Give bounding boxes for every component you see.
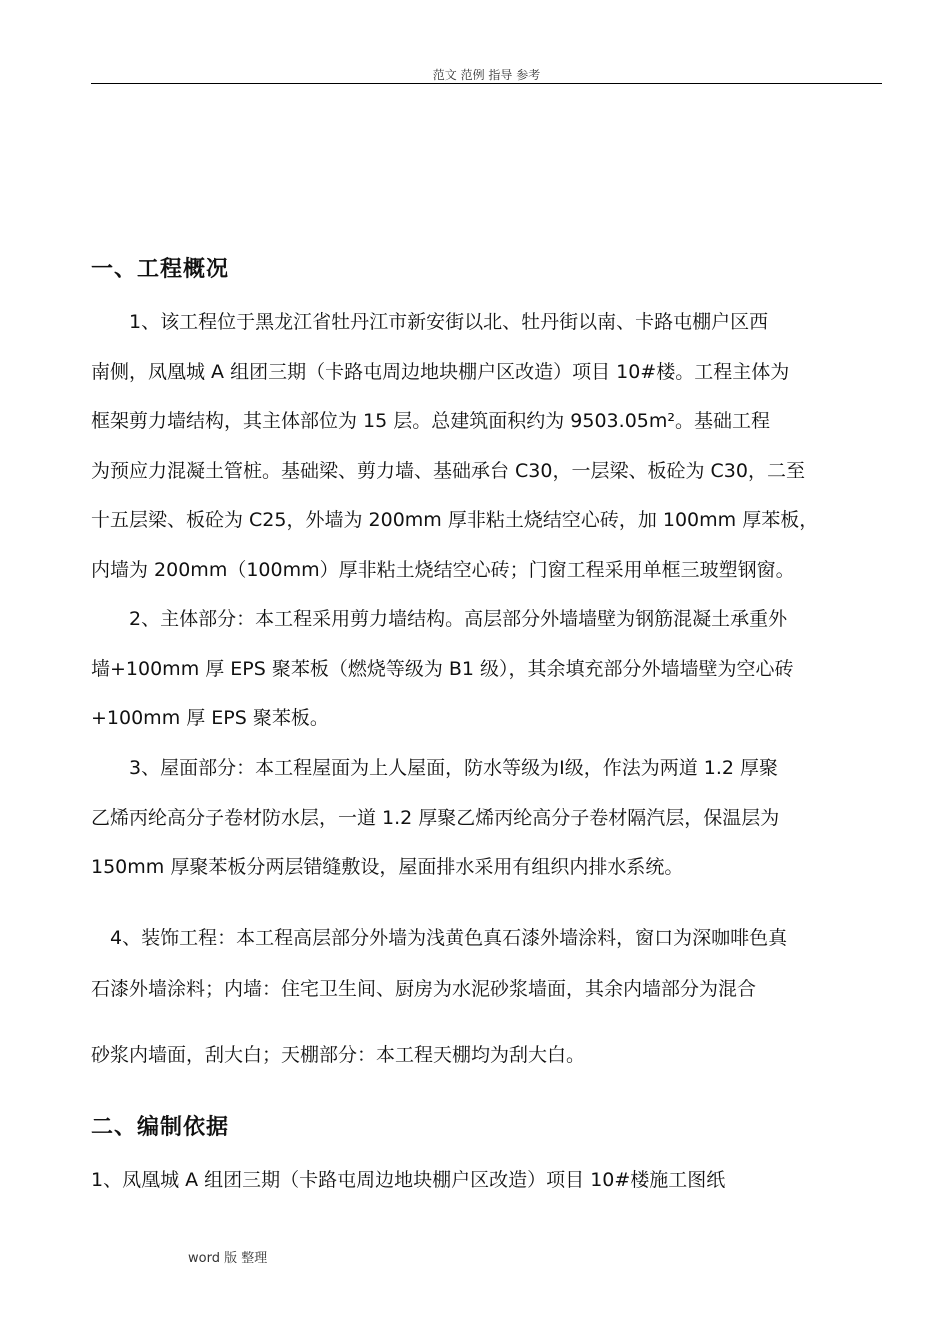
- text-line: 石漆外墙涂料；内墙：住宅卫生间、厨房为水泥砂浆墙面，其余内墙部分为混合: [91, 978, 757, 1000]
- text-line: 框架剪力墙结构，其主体部位为 15 层。总建筑面积约为 9503.05m²。基础工程: [91, 410, 770, 432]
- text-line: 2、主体部分：本工程采用剪力墙结构。高层部分外墙墙壁为钢筋混凝土承重外: [91, 608, 788, 630]
- paragraph-basis-1: [91, 1156, 882, 1206]
- text-line: +100mm 厚 EPS 聚苯板。: [91, 707, 329, 729]
- page-footer: word 版 整理: [188, 1251, 268, 1266]
- paragraph-2: [91, 595, 882, 744]
- page-header: 范文 范例 指导 参考: [432, 68, 541, 82]
- text-line: 4、装饰工程：本工程高层部分外墙为浅黄色真石漆外墙涂料，窗口为深咖啡色真: [91, 927, 788, 949]
- text-line: 为预应力混凝土管桩。基础梁、剪力墙、基础承台 C30，一层梁、板砼为 C30，二至: [91, 459, 805, 482]
- paragraph-1: [91, 298, 882, 595]
- text-line: 内墙为 200mm（100mm）厚非粘土烧结空心砖；门窗工程采用单框三玻塑钢窗。: [91, 558, 795, 581]
- text-line: 南侧，凤凰城 A 组团三期（卡路屯周边地块棚户区改造）项目 10#楼。工程主体为: [91, 360, 790, 383]
- text-line: 1、该工程位于黑龙江省牡丹江市新安街以北、牡丹街以南、卡路屯棚户区西: [91, 311, 769, 333]
- text-line: 砂浆内墙面，刮大白；天棚部分：本工程天棚均为刮大白。: [91, 1044, 586, 1066]
- text-line: 十五层梁、板砼为 C25，外墙为 200mm 厚非粘土烧结空心砖，加 100mm 厚苯板，: [91, 509, 819, 531]
- paragraph-5: [91, 1031, 882, 1081]
- text-line: 1、凤凰城 A 组团三期（卡路屯周边地块棚户区改造）项目 10#楼施工图纸: [91, 1169, 726, 1191]
- text-line: 3、屋面部分：本工程屋面为上人屋面，防水等级为Ⅰ级，作法为两道 1.2 厚聚: [91, 757, 778, 779]
- text-line: 墙+100mm 厚 EPS 聚苯板（燃烧等级为 B1 级），其余填充部分外墙墙壁为空心砖: [91, 657, 794, 680]
- text-line: 150mm 厚聚苯板分两层错缝敷设，屋面排水采用有组织内排水系统。: [91, 856, 684, 878]
- section-title-overview: 一、工程概况: [91, 257, 230, 282]
- section-title-basis: 二、编制依据: [91, 1115, 230, 1140]
- header-divider: [91, 83, 882, 84]
- text-line: 乙烯丙纶高分子卷材防水层，一道 1.2 厚聚乙烯丙纶高分子卷材隔汽层，保温层为: [91, 806, 780, 829]
- paragraph-4: [91, 913, 882, 1015]
- paragraph-3: [91, 744, 882, 893]
